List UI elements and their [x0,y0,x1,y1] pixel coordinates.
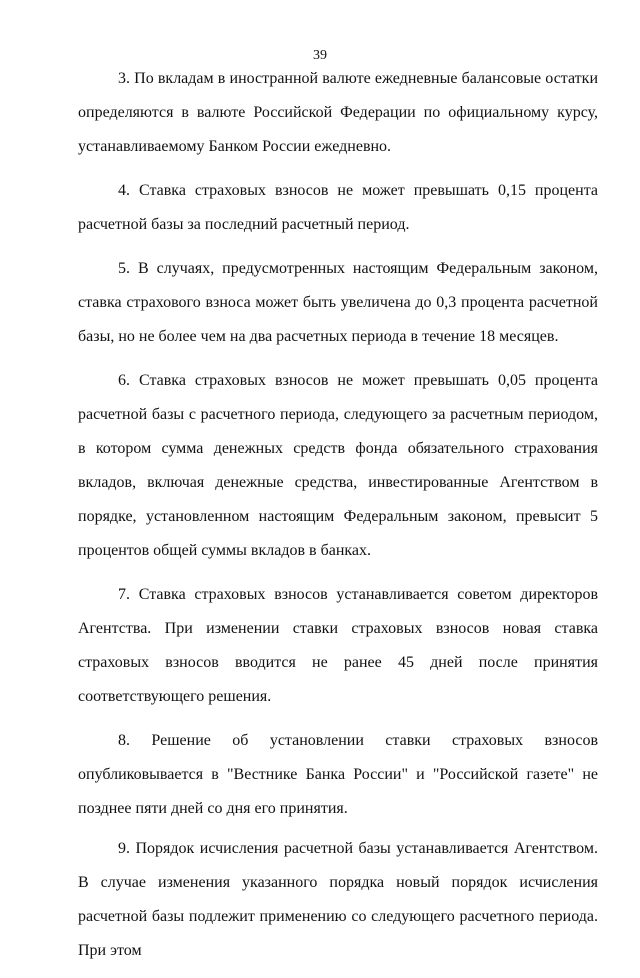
paragraph-9: 9. Порядок исчисления расчетной базы устанавливается Агентством. В случае изменения указанного порядка новый порядок исчисления расчетной базы подлежит применению со следующего расчетного периода. При этом [78,840,598,959]
paragraph-4: 4. Ставка страховых взносов не может превышать 0,15 процента расчетной базы за последний расчетный период. [78,182,598,233]
page-number: 39 [313,48,327,63]
paragraph-8: 8. Решение об установлении ставки страховых взносов опубликовывается в "Вестнике Банка России" и "Российской газете" не позднее пяти дней со дня его принятия. [78,732,598,817]
paragraph-6: 6. Ставка страховых взносов не может превышать 0,05 процента расчетной базы с расчетного периода, следующего за расчетным периодом, в котором сумма денежных средств фонда обязательного страхования вкладов, включая денежные средства, инвестированные Агентством в порядке, установленном настоящим Федеральным законом, превысит 5 процентов общей суммы вкладов в банках. [78,372,598,559]
paragraph-7: 7. Ставка страховых взносов устанавливается советом директоров Агентства. При изменении ставки страховых взносов новая ставка страховых взносов вводится не ранее 45 дней после принятия соответствующего решения. [78,586,598,705]
paragraph-5: 5. В случаях, предусмотренных настоящим Федеральным законом, ставка страхового взноса может быть увеличена до 0,3 процента расчетной базы, но не более чем на два расчетных периода в течение 18 месяцев. [78,260,598,345]
document-body [78,62,598,978]
paragraph-3: 3. По вкладам в иностранной валюте ежедневные балансовые остатки определяются в валюте Российской Федерации по официальному курсу, устанавливаемому Банком России ежедневно. [78,70,598,155]
